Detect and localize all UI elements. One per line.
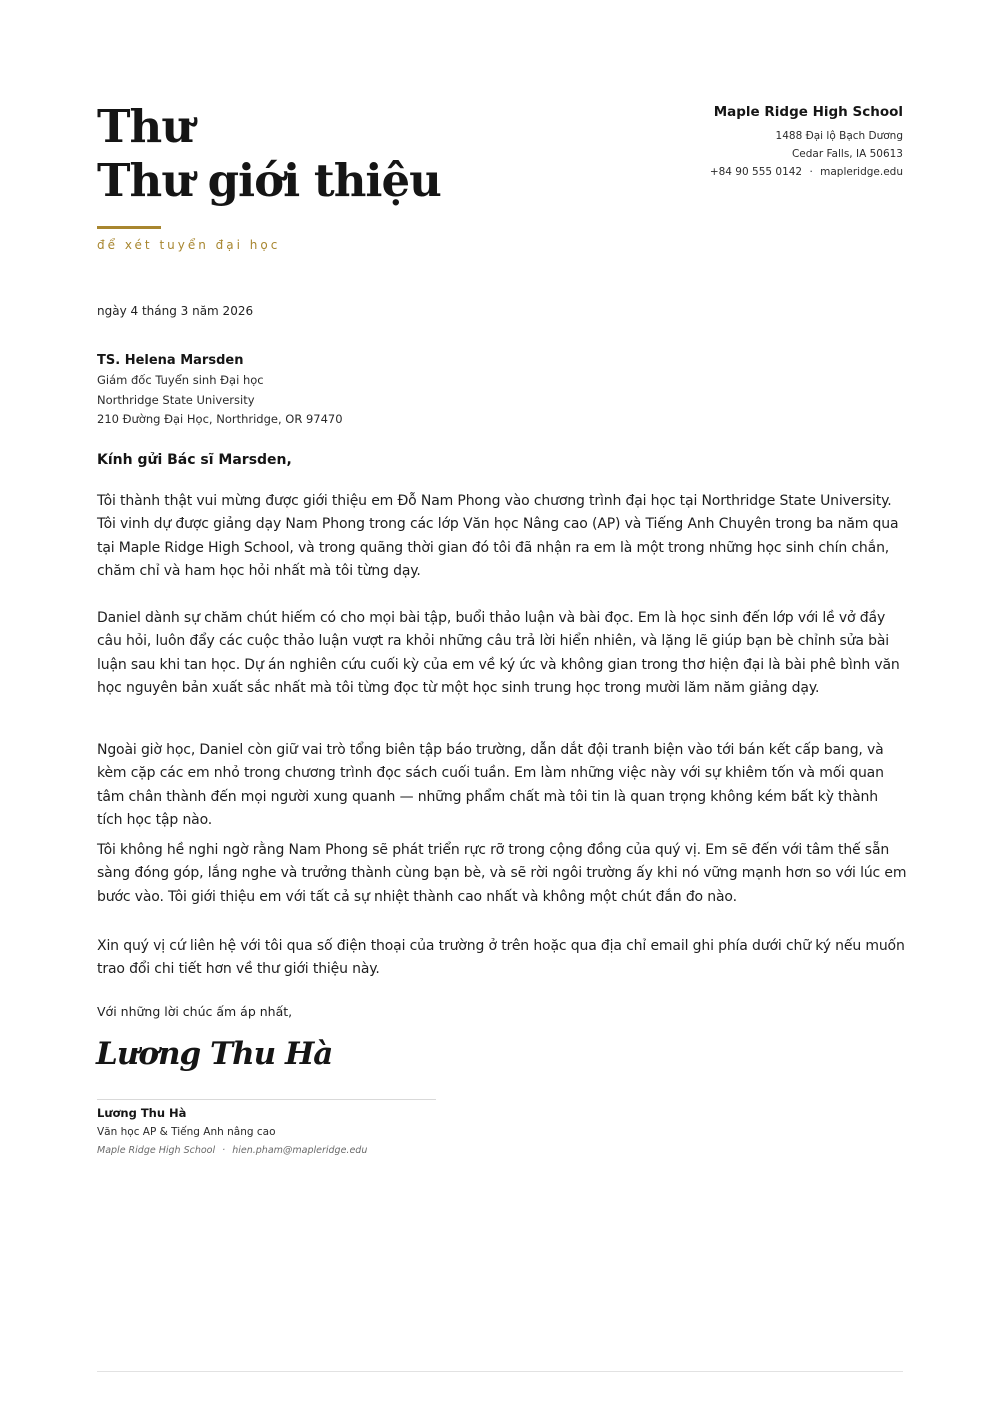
letter-title xyxy=(97,100,441,208)
recipient-address: 210 Đường Đại Học, Northridge, OR 97470 xyxy=(97,412,343,426)
signature-rule xyxy=(97,1099,436,1100)
salutation: Kính gửi Bác sĩ Marsden, xyxy=(97,452,292,468)
contact-separator: · xyxy=(809,166,813,178)
signer-email: hien.pham@mapleridge.edu xyxy=(232,1145,368,1156)
title-line-1: Thư xyxy=(97,100,193,153)
school-website: mapleridge.edu xyxy=(820,166,903,178)
recipient-name: TS. Helena Marsden xyxy=(97,353,244,368)
body-paragraph-4: Tôi không hề nghi ngờ rằng Nam Phong sẽ phát triển rực rỡ trong cộng đồng của quý vị. Em sẽ đến với tâm thế sẵn sàng đóng góp, lắng nghe và trưởng thành cùng bạn bè, và sẽ rời ngôi trường ấy khi nó vững mạnh hơn so với lúc em bước vào. Tôi giới thiệu em với tất cả sự nhiệt thành cao nhất và không một chút đắn đo nào. xyxy=(97,842,907,905)
recipient-title: Giám đốc Tuyển sinh Đại học xyxy=(97,373,264,387)
signer-school: Maple Ridge High School xyxy=(97,1145,216,1156)
letter-date: ngày 4 tháng 3 năm 2026 xyxy=(97,304,254,318)
recipient-organization: Northridge State University xyxy=(97,392,255,407)
school-phone: +84 90 555 0142 xyxy=(709,166,803,178)
body-paragraph-3: Ngoài giờ học, Daniel còn giữ vai trò tổng biên tập báo trường, dẫn dắt đội tranh biện vào tới bán kết cấp bang, và kèm cặp các em nhỏ trong chương trình đọc sách cuối tuần. Em làm những việc này với sự khiêm tốn và mối quan tâm chân thành đến mọi người xung quanh — những phẩm chất mà tôi tin là quan trọng không kém bất kỳ thành tích học tập nào. xyxy=(97,742,884,828)
closing: Với những lời chúc ấm áp nhất, xyxy=(97,1004,293,1019)
signer-contact xyxy=(97,1145,367,1156)
body-paragraph-5: Xin quý vị cứ liên hệ với tôi qua số điện thoại của trường ở trên hoặc qua địa chỉ email ghi phía dưới chữ ký nếu muốn trao đổi chi tiết hơn về thư giới thiệu này. xyxy=(97,938,905,978)
school-contact-line xyxy=(710,163,903,181)
signer-separator: · xyxy=(222,1145,226,1156)
school-address-line-2: Cedar Falls, IA 50613 xyxy=(791,148,903,160)
handwritten-signature: Lương Thu Hà xyxy=(96,1036,333,1072)
school-letterhead xyxy=(710,103,903,181)
school-address-line-1: 1488 Đại lộ Bạch Dương xyxy=(775,130,903,142)
signer-title: Văn học AP & Tiếng Anh nâng cao xyxy=(97,1126,276,1138)
footer-rule xyxy=(97,1371,903,1372)
title-line-2: Thư giới thiệu xyxy=(97,154,441,207)
body-paragraph-1: Tôi thành thật vui mừng được giới thiệu em Đỗ Nam Phong vào chương trình đại học tại Northridge State University. Tôi vinh dự được giảng dạy Nam Phong trong các lớp Văn học Nâng cao (AP) và Tiếng Anh Chuyên trong ba năm qua tại Maple Ridge High School, và trong quãng thời gian đó tôi đã nhận ra em là một trong những học sinh chín chắn, chăm chỉ và ham học hỏi nhất mà tôi từng dạy. xyxy=(97,493,899,579)
letter-subtitle: để xét tuyển đại học xyxy=(97,238,281,252)
body-paragraph-2: Daniel dành sự chăm chút hiếm có cho mọi bài tập, buổi thảo luận và bài đọc. Em là học sinh đến lớp với lề vở đầy câu hỏi, luôn đẩy các cuộc thảo luận vượt ra khỏi những câu trả lời hiển nhiên, và lặng lẽ giúp bạn bè chỉnh sửa bài luận sau khi tan học. Dự án nghiên cứu cuối kỳ của em về ký ức và không gian trong thơ hiện đại là bài phê bình văn học nguyên bản xuất sắc nhất mà tôi từng đọc từ một học sinh trung học trong mười lăm năm giảng dạy. xyxy=(97,610,900,696)
recipient-block xyxy=(97,351,343,430)
signer-name: Lương Thu Hà xyxy=(97,1106,187,1120)
school-name: Maple Ridge High School xyxy=(713,104,903,120)
title-accent-rule xyxy=(97,226,161,229)
